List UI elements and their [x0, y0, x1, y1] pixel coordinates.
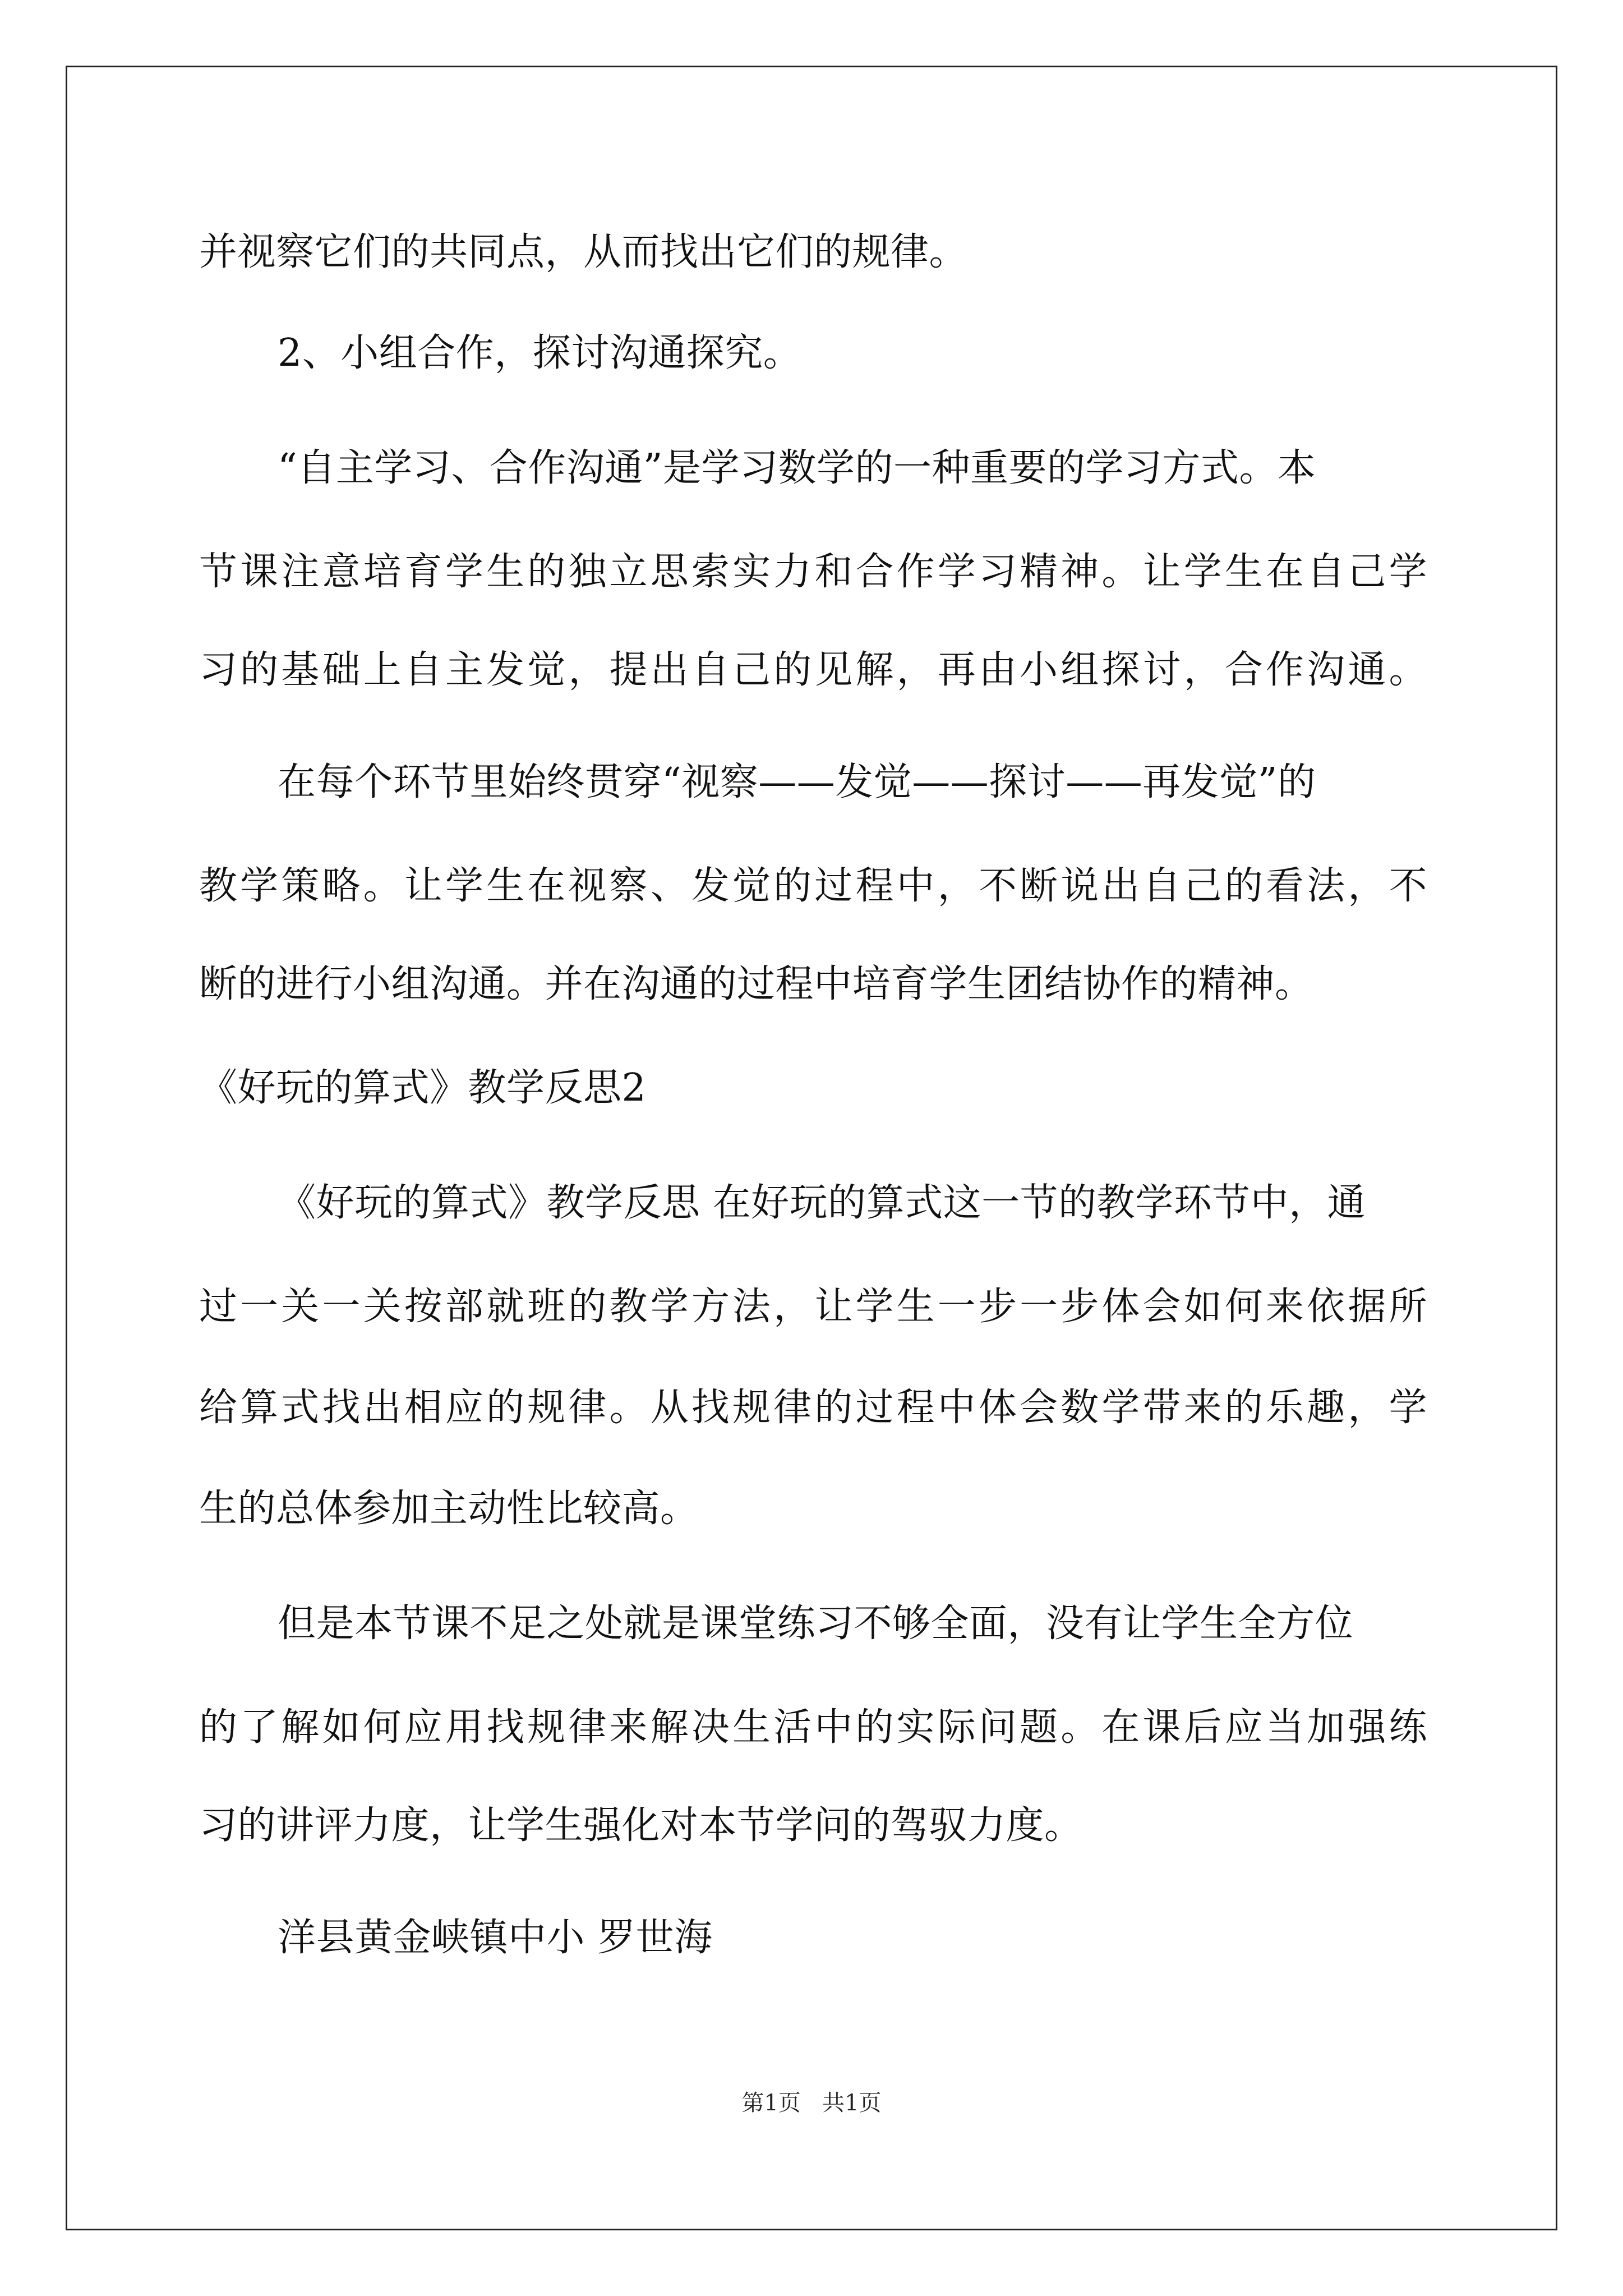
- text-line-12: 给算式找出相应的规律。从找规律的过程中体会数学带来的乐趣，学: [199, 1386, 1427, 1430]
- text-line-8: 断的进行小组沟通。并在沟通的过程中培育学生团结协作的精神。: [199, 962, 1313, 1006]
- text-line-10: 《好玩的算式》教学反思 在好玩的算式这一节的教学环节中，通: [278, 1181, 1366, 1225]
- text-line-4: 节课注意培育学生的独立思索实力和合作学习精神。让学生在自己学: [199, 550, 1427, 594]
- text-line-3: “自主学习、合作沟通”是学习数学的一种重要的学习方式。本: [278, 446, 1316, 490]
- text-line-6: 在每个环节里始终贯穿“视察——发觉——探讨——再发觉”的: [278, 760, 1316, 804]
- author-signature: 洋县黄金峡镇中小 罗世海: [278, 1916, 713, 1960]
- section-heading: 《好玩的算式》教学反思2: [199, 1066, 647, 1110]
- text-line-11: 过一关一关按部就班的教学方法，让学生一步一步体会如何来依据所: [199, 1285, 1427, 1329]
- text-line-15: 的了解如何应用找规律来解决生活中的实际问题。在课后应当加强练: [199, 1705, 1427, 1750]
- text-line-14: 但是本节课不足之处就是课堂练习不够全面，没有让学生全方位: [278, 1602, 1354, 1646]
- text-line-7: 教学策略。让学生在视察、发觉的过程中，不断说出自己的看法，不: [199, 864, 1427, 908]
- text-line-13: 生的总体参加主动性比较高。: [199, 1487, 699, 1531]
- page-footer: 第1页 共1页: [741, 2090, 882, 2116]
- page-border: [66, 66, 1557, 2230]
- text-line-1: 并视察它们的共同点，从而找出它们的规律。: [199, 230, 968, 274]
- text-line-16: 习的讲评力度，让学生强化对本节学问的驾驭力度。: [199, 1803, 1083, 1848]
- text-line-5: 习的基础上自主发觉，提出自己的见解，再由小组探讨，合作沟通。: [199, 648, 1427, 692]
- text-line-2: 2、小组合作，探讨沟通探究。: [278, 331, 802, 375]
